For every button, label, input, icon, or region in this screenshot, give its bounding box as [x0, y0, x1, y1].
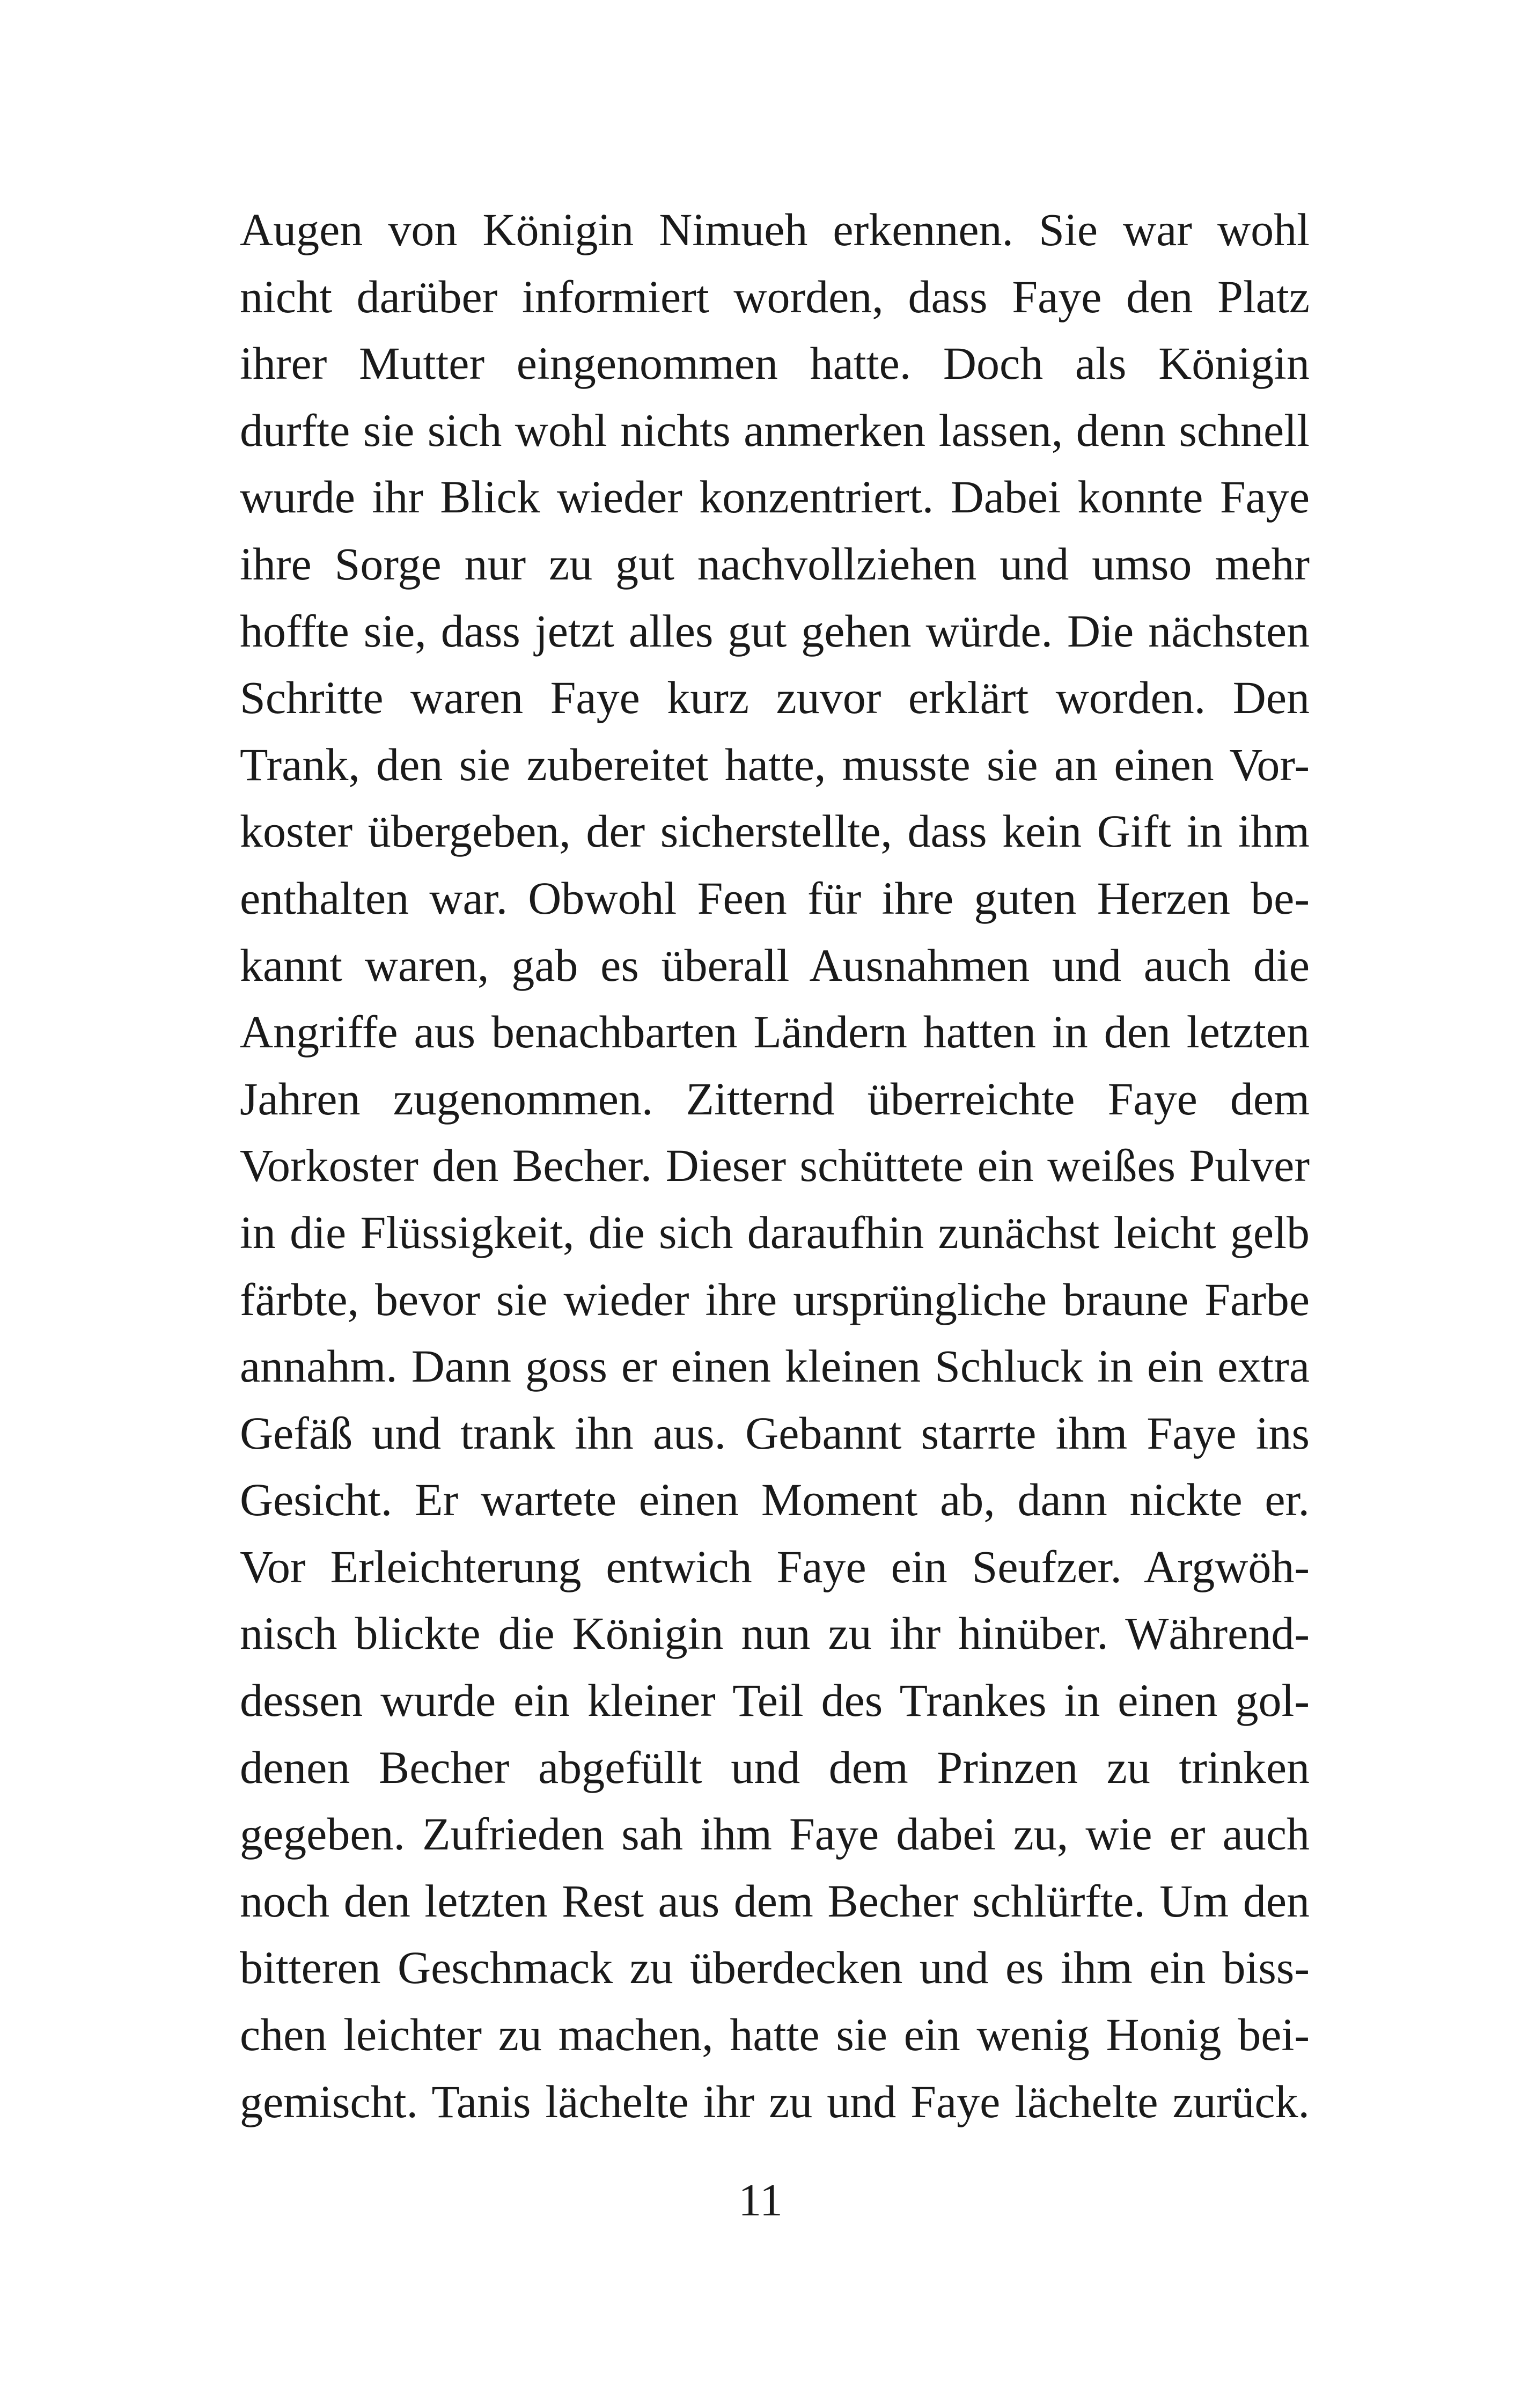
text-line: Jahren zugenommen. Zitternd überreichte Faye dem — [240, 1073, 1310, 1125]
page-number: 11 — [738, 2174, 783, 2226]
text-line: ihre Sorge nur zu gut nachvollziehen und umso mehr — [240, 538, 1310, 590]
text-line: Gesicht. Er wartete einen Moment ab, dann nickte er. — [240, 1474, 1310, 1526]
text-line: annahm. Dann goss er einen kleinen Schluck in ein extra — [240, 1340, 1310, 1392]
text-line: chen leichter zu machen, hatte sie ein wenig Honig bei- — [240, 2009, 1310, 2061]
text-line: nisch blickte die Königin nun zu ihr hinüber. Während- — [240, 1607, 1310, 1660]
text-line: gemischt. Tanis lächelte ihr zu und Faye lächelte zurück. — [240, 2075, 1310, 2127]
text-line: denen Becher abgefüllt und dem Prinzen zu trinken — [240, 1741, 1310, 1793]
text-line: bitteren Geschmack zu überdecken und es ihm ein biss- — [240, 1942, 1310, 1994]
text-line: Vor Erleichterung entwich Faye ein Seufzer. Argwöh- — [240, 1540, 1310, 1592]
text-line: wurde ihr Blick wieder konzentriert. Dabei konnte Faye — [240, 471, 1310, 523]
text-line: hoffte sie, dass jetzt alles gut gehen würde. Die nächsten — [240, 605, 1310, 657]
text-line: noch den letzten Rest aus dem Becher schlürfte. Um den — [240, 1875, 1310, 1927]
text-line: Schritte waren Faye kurz zuvor erklärt worden. Den — [240, 672, 1310, 724]
text-line: dessen wurde ein kleiner Teil des Trankes in einen gol- — [240, 1675, 1310, 1727]
text-line: in die Flüssigkeit, die sich daraufhin zunächst leicht gelb — [240, 1206, 1310, 1258]
text-line: nicht darüber informiert worden, dass Faye den Platz — [240, 270, 1310, 322]
body-text — [240, 196, 1310, 2135]
text-line: gegeben. Zufrieden sah ihm Faye dabei zu, wie er auch — [240, 1808, 1310, 1860]
text-line: Angriffe aus benachbarten Ländern hatten in den letzten — [240, 1006, 1310, 1058]
text-line: Vorkoster den Becher. Dieser schüttete ein weißes Pulver — [240, 1140, 1310, 1192]
text-line: koster übergeben, der sicherstellte, dass kein Gift in ihm — [240, 805, 1310, 857]
text-line: Gefäß und trank ihn aus. Gebannt starrte ihm Faye ins — [240, 1407, 1310, 1459]
text-line: durfte sie sich wohl nichts anmerken lassen, denn schnell — [240, 404, 1310, 456]
text-line: enthalten war. Obwohl Feen für ihre guten Herzen be- — [240, 872, 1310, 924]
text-line: färbte, bevor sie wieder ihre ursprüngliche braune Farbe — [240, 1273, 1310, 1325]
text-line: Trank, den sie zubereitet hatte, musste sie an einen Vor- — [240, 738, 1310, 790]
text-line: kannt waren, gab es überall Ausnahmen und auch die — [240, 939, 1310, 991]
text-line: ihrer Mutter eingenommen hatte. Doch als Königin — [240, 337, 1310, 390]
text-line: Augen von Königin Nimueh erkennen. Sie war wohl — [240, 204, 1310, 255]
